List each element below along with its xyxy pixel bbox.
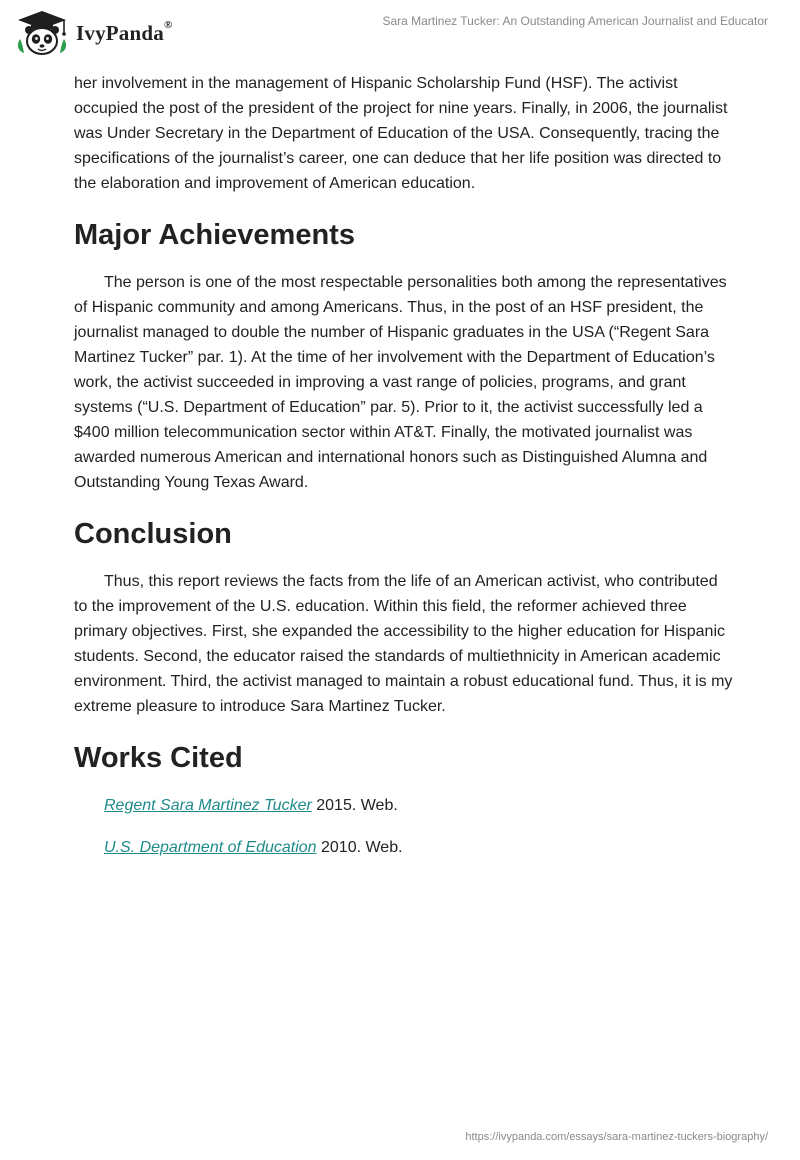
panda-graduate-logo-icon	[14, 9, 70, 57]
running-title: Sara Martinez Tucker: An Outstanding American Journalist and Educator	[382, 14, 768, 28]
heading-works-cited: Works Cited	[74, 742, 243, 774]
citation-link[interactable]: U.S. Department of Education	[104, 839, 317, 856]
heading-conclusion: Conclusion	[74, 518, 232, 550]
brand-name: IvyPanda®	[76, 18, 173, 45]
ivypanda-logo[interactable]	[14, 8, 194, 58]
citation-entry	[104, 835, 734, 860]
footer-url: https://ivypanda.com/essays/sara-martinez-tuckers-biography/	[465, 1131, 768, 1143]
intro-paragraph: her involvement in the management of Hispanic Scholarship Fund (HSF). The activist occupied the post of the president of the project for nine years. Finally, in 2006, the journalist was Under Secretary in the Department of Education of the USA. Consequently, tracing the specifications of the journalist’s career, one can deduce that her life position was directed to the elaboration and improvement of American education.	[74, 75, 728, 192]
essay-content	[74, 71, 734, 877]
page-header	[0, 0, 800, 72]
major-achievements-paragraph: The person is one of the most respectable personalities both among the representatives of Hispanic community and among Americans. Thus, in the post of an HSF president, the journalist managed to double the number of Hispanic graduates in the USA (“Regent Sara Martinez Tucker” par. 1). At the time of her involvement with the Department of Education’s work, the activist succeeded in improving a vast range of policies, programs, and grant systems (“U.S. Department of Education” par. 5). Prior to it, the activist successfully led a $400 million telecommunication sector within AT&T. Finally, the motivated journalist was awarded numerous American and international honors such as Distinguished Alumna and Outstanding Young Texas Award.	[74, 274, 727, 491]
heading-major-achievements: Major Achievements	[74, 219, 355, 251]
citation-details: 2015. Web.	[311, 797, 398, 814]
citation-details: 2010. Web.	[316, 839, 403, 856]
conclusion-paragraph: Thus, this report reviews the facts from the life of an American activist, who contributed to the improvement of the U.S. education. Within this field, the reformer achieved three primary objectives. First, she expanded the accessibility to the higher education for Hispanic students. Second, the educator raised the standards of multiethnicity in American academic environment. Third, the activist managed to maintain a robust educational fund. Thus, it is my extreme pleasure to introduce Sara Martinez Tucker.	[74, 573, 733, 715]
citation-entry	[104, 793, 734, 818]
citation-link[interactable]: Regent Sara Martinez Tucker	[104, 797, 312, 814]
